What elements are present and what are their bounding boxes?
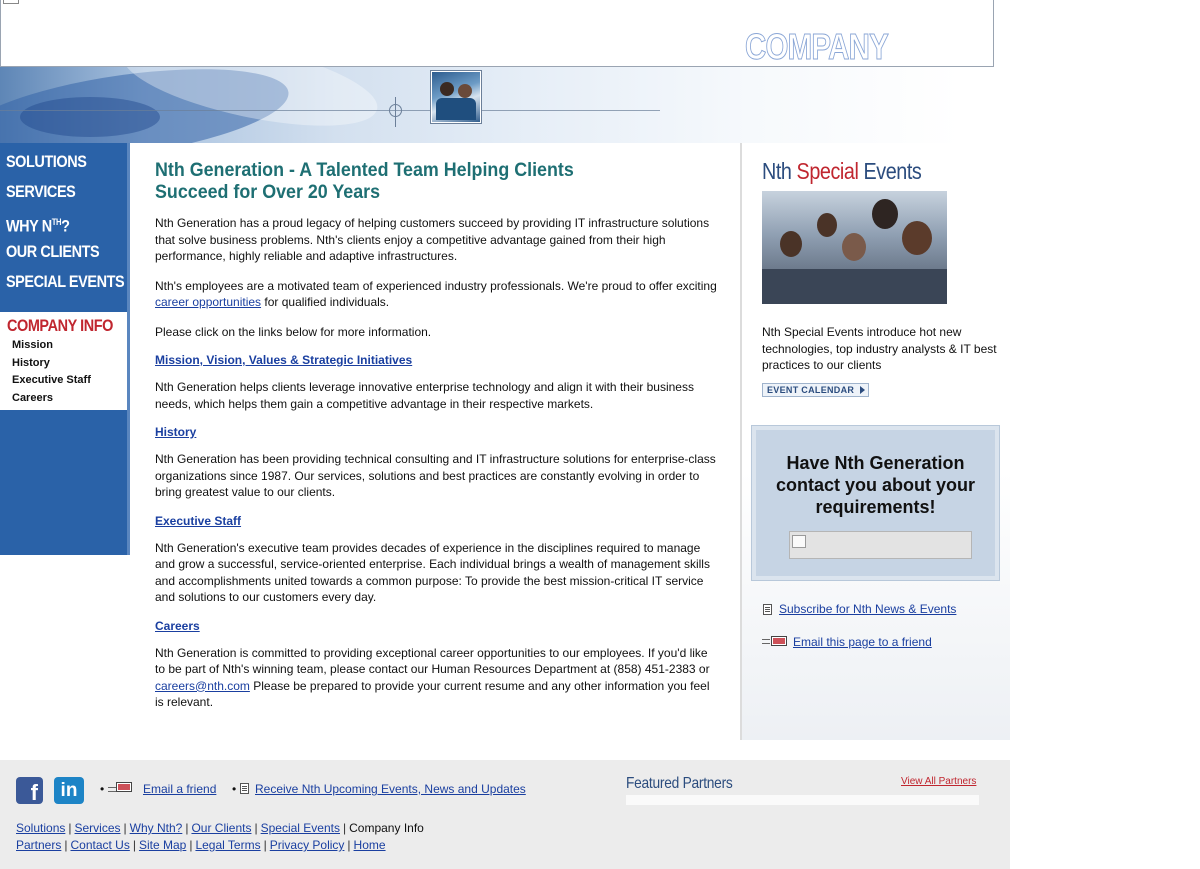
footer-link-site-map[interactable]: Site Map xyxy=(138,838,187,852)
subnav-executive-staff[interactable]: Executive Staff xyxy=(12,374,91,386)
contact-form-image-placeholder[interactable] xyxy=(789,531,972,559)
separator: | xyxy=(343,821,347,835)
corner-mark xyxy=(3,0,19,4)
nav-our-clients[interactable]: OUR CLIENTS xyxy=(5,242,100,261)
page-header-title: COMPANY xyxy=(745,26,888,67)
facebook-icon[interactable]: f xyxy=(16,777,43,804)
career-opportunities-link[interactable]: career opportunities xyxy=(155,295,262,309)
employees-text-post: for qualified individuals. xyxy=(261,295,390,309)
careers-text-post: Please be prepared to provide your current resume and any other information you feel is relevant. xyxy=(155,678,710,709)
careers-link[interactable]: Careers xyxy=(155,618,200,633)
executive-staff-text: Nth Generation's executive team provides decades of experience in the disciplines required to manage and grow a successful, service-oriented enterprise. Each individual brings a wealth of management skills and accomplishments united towards a common purpose: To provide the best mission-critical IT service and solutions to our customers every day. xyxy=(155,540,710,604)
careers-text-pre: Nth Generation is committed to providing exceptional career opportunities to our employees. If you'd like to be part of Nth's winning team, please contact our Human Resources Department at (858) 451-2383 or xyxy=(155,645,710,676)
document-icon xyxy=(763,604,772,615)
bullet: • xyxy=(232,782,237,796)
footer-link-solutions[interactable]: Solutions xyxy=(16,821,66,835)
careers-text xyxy=(155,645,717,711)
footer-current-company-info: Company Info xyxy=(349,821,424,835)
click-instruction: Please click on the links below for more information. xyxy=(155,324,432,339)
reticle-icon xyxy=(389,104,402,117)
nav-why-sup: TH xyxy=(51,217,62,227)
linkedin-icon[interactable]: in xyxy=(54,777,84,804)
arrow-right-icon xyxy=(860,386,865,394)
receive-updates-link[interactable]: Receive Nth Upcoming Events, News and Updates xyxy=(255,782,526,796)
footer-link-legal-terms[interactable]: Legal Terms xyxy=(195,838,261,852)
nav-why-nth[interactable] xyxy=(0,203,108,236)
page-title: Nth Generation - A Talented Team Helping Clients Succeed for Over 20 Years xyxy=(155,160,574,203)
subnav-careers[interactable]: Careers xyxy=(12,391,53,404)
main-content xyxy=(155,160,717,724)
separator: | xyxy=(68,821,72,835)
footer-link-contact-us[interactable]: Contact Us xyxy=(70,838,130,852)
nav-company-info[interactable]: COMPANY INFO xyxy=(7,316,113,335)
subnav-mission[interactable]: Mission xyxy=(12,339,53,351)
header-bar xyxy=(0,0,994,67)
events-title-nth: Nth xyxy=(762,158,797,184)
event-calendar-label: EVENT CALENDAR xyxy=(767,385,855,395)
contact-request-text: Have Nth Generation contact you about your requirements! xyxy=(775,453,975,517)
subnav-history[interactable]: History xyxy=(12,356,50,369)
envelope-icon xyxy=(116,782,132,792)
speed-lines xyxy=(762,639,770,644)
right-sidebar xyxy=(740,143,1010,740)
intro-paragraph: Nth Generation has a proud legacy of helping customers succeed by providing IT infrastructure solutions that solve business problems. Nth's clients enjoy a competitive advantage gained from their high performance, highly reliable and adaptive infrastructures. xyxy=(155,216,710,263)
banner-photo xyxy=(431,71,481,123)
bullet: • xyxy=(100,782,105,796)
company-info-block xyxy=(0,310,127,410)
sub-navigation xyxy=(12,337,91,407)
view-all-partners-link[interactable]: View All Partners xyxy=(901,776,977,787)
separator: | xyxy=(64,838,68,852)
separator: | xyxy=(347,838,351,852)
footer-nav-row-1 xyxy=(16,821,424,835)
header-banner xyxy=(0,67,960,143)
envelope-icon xyxy=(771,636,787,646)
separator: | xyxy=(132,838,136,852)
special-events-description: Nth Special Events introduce hot new technologies, top industry analysts & IT best practices to our clients xyxy=(762,325,997,372)
separator: | xyxy=(263,838,267,852)
left-navigation xyxy=(0,143,130,555)
nav-services[interactable]: SERVICES xyxy=(5,182,76,201)
employees-paragraph xyxy=(155,278,717,311)
mission-link[interactable]: Mission, Vision, Values & Strategic Initiatives xyxy=(155,353,413,367)
email-page-link[interactable]: Email this page to a friend xyxy=(793,635,932,649)
special-events-title xyxy=(762,158,921,185)
footer-link-services[interactable]: Services xyxy=(74,821,121,835)
separator: | xyxy=(185,821,189,835)
footer-link-why-nth[interactable]: Why Nth? xyxy=(129,821,183,835)
subscribe-link[interactable]: Subscribe for Nth News & Events xyxy=(779,602,957,616)
footer-link-privacy-policy[interactable]: Privacy Policy xyxy=(269,838,345,852)
broken-image-icon xyxy=(792,535,806,548)
nav-why-tail: ? xyxy=(61,216,70,236)
separator: | xyxy=(254,821,258,835)
employees-text-pre: Nth's employees are a motivated team of experienced industry professionals. We're proud to offer exciting xyxy=(155,278,717,293)
events-title-special: Special xyxy=(796,158,859,184)
nav-solutions[interactable]: SOLUTIONS xyxy=(5,152,87,171)
nav-why-label: WHY N xyxy=(5,216,52,236)
special-events-photo xyxy=(762,191,947,304)
nav-special-events[interactable]: SPECIAL EVENTS xyxy=(5,272,125,291)
history-link[interactable]: History xyxy=(155,425,197,439)
mission-text: Nth Generation helps clients leverage innovative enterprise technology and align it with their business needs, which helps them gain a competitive advantage in their respective markets. xyxy=(155,380,694,411)
email-friend-link[interactable]: Email a friend xyxy=(143,782,217,796)
footer-nav-row-2 xyxy=(16,838,386,852)
footer-link-special-events[interactable]: Special Events xyxy=(260,821,340,835)
contact-request-box xyxy=(752,426,999,580)
careers-email-link[interactable]: careers@nth.com xyxy=(155,678,250,693)
footer-link-home[interactable]: Home xyxy=(353,838,386,852)
footer-link-partners[interactable]: Partners xyxy=(16,838,62,852)
executive-staff-link[interactable]: Executive Staff xyxy=(155,513,242,528)
document-icon xyxy=(240,783,249,794)
events-title-events: Events xyxy=(858,158,922,184)
footer xyxy=(0,760,1010,869)
speed-lines xyxy=(108,787,116,792)
featured-partners-strip xyxy=(626,795,979,805)
separator: | xyxy=(123,821,127,835)
featured-partners-title: Featured Partners xyxy=(626,775,733,792)
separator: | xyxy=(189,838,193,852)
history-text: Nth Generation has been providing technical consulting and IT infrastructure solutions for enterprise-class organizations since 1987. Our services, solutions and best practices are constantly evolving in order to bring greatest value to our clients. xyxy=(155,452,716,499)
event-calendar-button[interactable] xyxy=(762,383,869,397)
footer-link-our-clients[interactable]: Our Clients xyxy=(191,821,252,835)
